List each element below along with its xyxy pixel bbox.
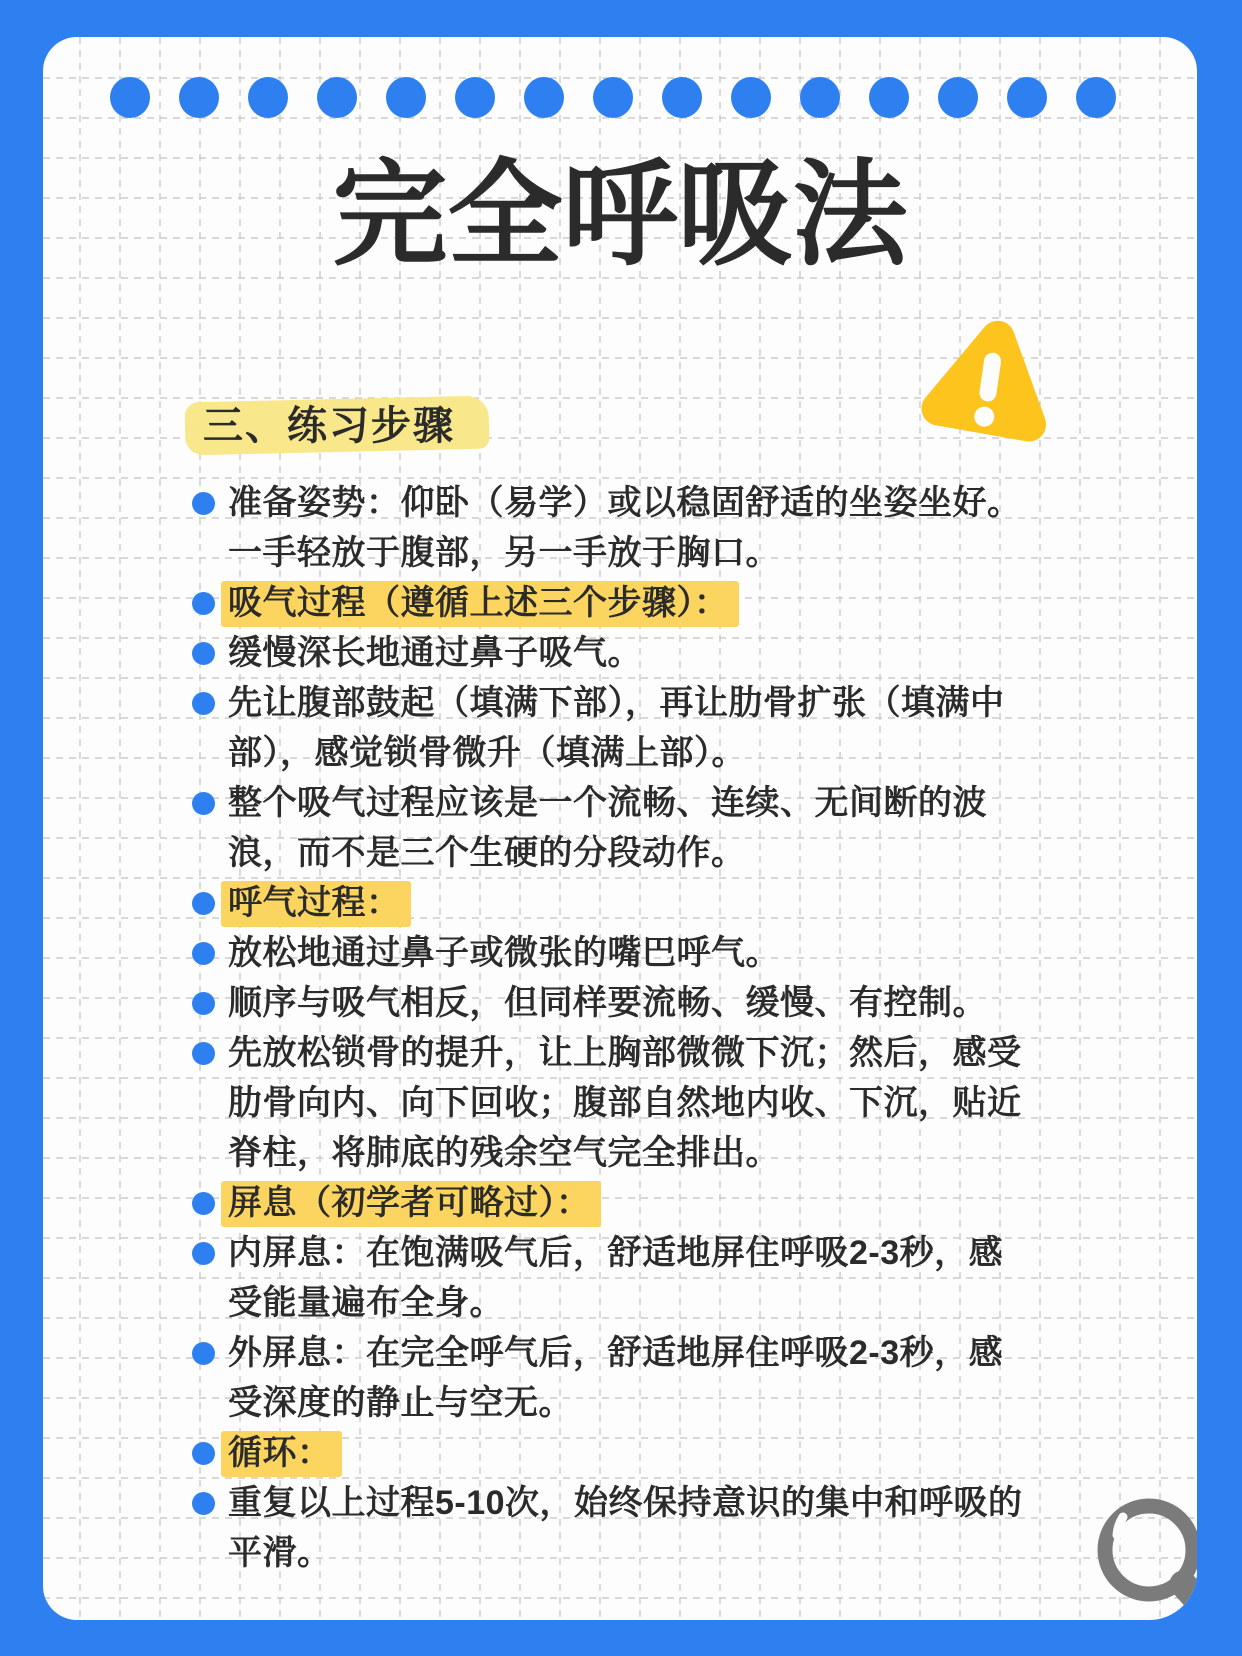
list-item	[192, 1178, 1028, 1228]
list-item	[192, 1328, 1028, 1428]
bullet-icon	[192, 592, 215, 615]
bullet-icon	[192, 642, 215, 665]
binder-dot	[593, 77, 633, 118]
list-item-text: 准备姿势：仰卧（易学）或以稳固舒适的坐姿坐好。一手轻放于腹部，另一手放于胸口。	[228, 484, 1022, 572]
bullet-icon	[192, 992, 215, 1015]
section-heading-label: 三、练习步骤	[203, 404, 455, 448]
bullet-icon	[192, 1042, 215, 1065]
list-item-text: 先让腹部鼓起（填满下部），再让肋骨扩张（填满中部），感觉锁骨微升（填满上部）。	[228, 684, 1005, 772]
list-item-text: 屏息（初学者可略过）：	[221, 1181, 601, 1227]
list-item	[192, 1428, 1028, 1478]
binder-dot	[179, 77, 219, 118]
bullet-icon	[192, 492, 215, 515]
warning-icon	[919, 309, 1059, 455]
list-item	[192, 878, 1028, 928]
binder-dot	[524, 77, 564, 118]
binder-dot	[1007, 77, 1047, 118]
list-item	[192, 1478, 1028, 1578]
notebook-page	[43, 37, 1197, 1620]
bullet-icon	[192, 692, 215, 715]
list-item-text: 内屏息：在饱满吸气后，舒适地屏住呼吸2-3秒，感受能量遍布全身。	[228, 1234, 1004, 1322]
bullet-icon	[192, 892, 215, 915]
list-item-text: 呼气过程：	[221, 881, 411, 927]
list-item-text: 先放松锁骨的提升，让上胸部微微下沉；然后，感受肋骨向内、向下回收；腹部自然地内收、下沉，贴近脊柱，将肺底的残余空气完全排出。	[228, 1034, 1022, 1172]
list-item-text: 顺序与吸气相反，但同样要流畅、缓慢、有控制。	[228, 984, 987, 1022]
binder-dot	[317, 77, 357, 118]
binder-dot	[869, 77, 909, 118]
list-item	[192, 778, 1028, 878]
bullet-icon	[192, 1492, 215, 1515]
binder-dot	[110, 77, 150, 118]
bullet-icon	[192, 1442, 215, 1465]
bullet-icon	[192, 1192, 215, 1215]
binder-dot	[248, 77, 288, 118]
binder-dot	[386, 77, 426, 118]
steps-list	[192, 478, 1064, 1578]
list-item	[192, 578, 1028, 628]
list-item	[192, 628, 1028, 678]
list-item	[192, 678, 1028, 778]
list-item-text: 整个吸气过程应该是一个流畅、连续、无间断的波浪，而不是三个生硬的分段动作。	[228, 784, 987, 872]
bullet-icon	[192, 942, 215, 965]
list-item	[192, 978, 1028, 1028]
binder-dot	[938, 77, 978, 118]
binder-dot	[731, 77, 771, 118]
list-item	[192, 928, 1028, 978]
list-item	[192, 1028, 1028, 1178]
list-item-text: 放松地通过鼻子或微张的嘴巴呼气。	[228, 934, 780, 972]
binder-dot	[662, 77, 702, 118]
list-item-text: 外屏息：在完全呼气后，舒适地屏住呼吸2-3秒，感受深度的静止与空无。	[228, 1334, 1004, 1422]
section-heading	[203, 402, 455, 450]
bullet-icon	[192, 792, 215, 815]
magnifier-icon	[1045, 1445, 1197, 1620]
list-item-text: 缓慢深长地通过鼻子吸气。	[228, 634, 642, 672]
bullet-icon	[192, 1242, 215, 1265]
binder-dot	[455, 77, 495, 118]
binder-dots	[110, 77, 1116, 118]
list-item-text: 吸气过程（遵循上述三个步骤）：	[221, 581, 739, 627]
list-item-text: 循环：	[221, 1431, 342, 1477]
binder-dot	[800, 77, 840, 118]
binder-dot	[1076, 77, 1116, 118]
list-item	[192, 478, 1028, 578]
page-title: 完全呼吸法	[332, 151, 908, 279]
list-item-text: 重复以上过程5-10次，始终保持意识的集中和呼吸的平滑。	[228, 1484, 1023, 1572]
list-item	[192, 1228, 1028, 1328]
bullet-icon	[192, 1342, 215, 1365]
